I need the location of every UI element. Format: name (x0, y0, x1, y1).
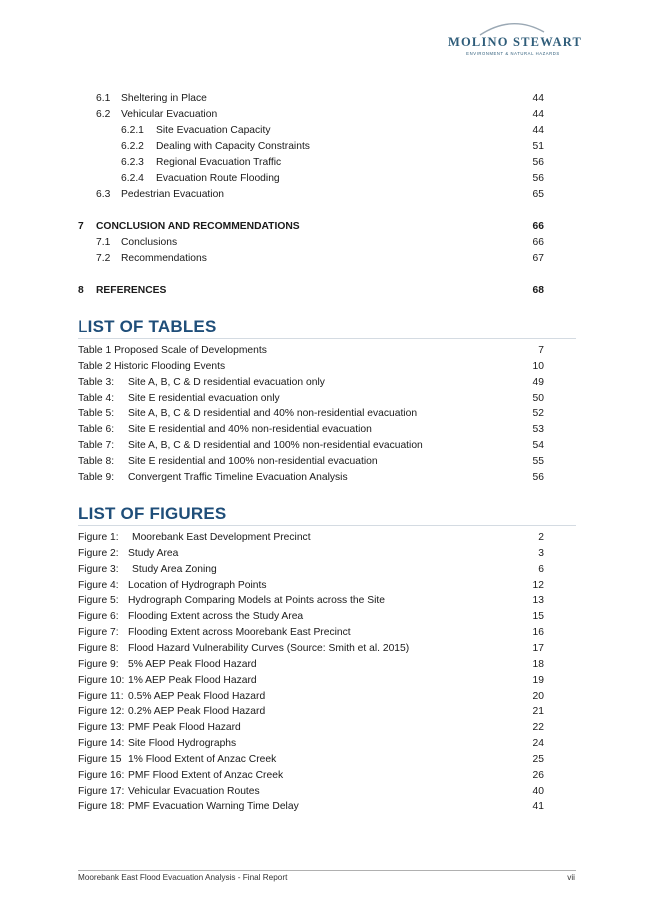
figure-entry-title: Hydrograph Comparing Models at Points across the Site (128, 595, 385, 607)
table-entry-label: Table 2 Historic Flooding Events (78, 360, 226, 372)
toc-entry[interactable] (0, 156, 653, 170)
figure-entry-title: 0.5% AEP Peak Flood Hazard (128, 690, 266, 702)
figure-entry[interactable] (78, 642, 544, 656)
figure-entry-label: Figure 18: (78, 801, 125, 813)
figure-entry[interactable] (78, 610, 544, 624)
figure-entry[interactable] (78, 579, 544, 593)
table-entry[interactable] (78, 455, 544, 469)
figure-entry-label: Figure 15 (78, 753, 122, 765)
figure-entry-label: Figure 3: (78, 563, 119, 575)
tables-heading-rule (78, 338, 576, 339)
table-entry-page: 53 (532, 424, 544, 436)
table-entry[interactable] (78, 439, 544, 453)
toc-entry-title: Recommendations (121, 253, 207, 264)
table-entry[interactable] (78, 423, 544, 437)
figure-entry-title: 0.2% AEP Peak Flood Hazard (128, 706, 266, 718)
toc-entry-number: 8 (78, 285, 84, 296)
table-entry-label: Table 5: (78, 408, 115, 420)
toc-entry-page: 66 (532, 237, 544, 248)
figure-entry-label: Figure 5: (78, 595, 119, 607)
table-entry[interactable] (78, 407, 544, 421)
figure-entry-page: 19 (532, 674, 544, 686)
figure-entry[interactable] (78, 626, 544, 640)
toc-entry-number: 7.1 (96, 237, 111, 248)
toc-entry-page: 44 (532, 125, 544, 136)
table-entry-label: Table 3: (78, 376, 115, 388)
table-entry-page: 49 (532, 376, 544, 388)
logo-name: MOLINO STEWART (448, 35, 583, 49)
figure-entry[interactable] (78, 769, 544, 783)
footer-rule (78, 870, 576, 871)
toc-entry-number: 7 (78, 221, 84, 232)
figure-entry-label: Figure 17: (78, 785, 125, 797)
figure-entry-label: Figure 4: (78, 579, 119, 591)
figure-entry[interactable] (78, 690, 544, 704)
footer-title: Moorebank East Flood Evacuation Analysis - Final Report (78, 873, 288, 882)
figure-entry[interactable] (78, 705, 544, 719)
figure-entry-label: Figure 16: (78, 769, 125, 781)
figure-entry-title: PMF Evacuation Warning Time Delay (128, 801, 299, 813)
toc-entry[interactable] (0, 92, 653, 106)
figure-entry-label: Figure 10: (78, 674, 125, 686)
list-of-tables-heading: LIST OF TABLES (78, 317, 217, 336)
toc-entry[interactable] (0, 236, 653, 250)
figure-entry-label: Figure 7: (78, 627, 119, 639)
table-entry-page: 56 (532, 471, 544, 483)
figure-entry-title: Flooding Extent across Moorebank East Precinct (128, 627, 351, 639)
toc-entry[interactable] (0, 284, 653, 298)
toc-entry[interactable] (0, 252, 653, 266)
table-entry-label: Table 7: (78, 440, 115, 452)
table-entry-page: 50 (532, 392, 544, 404)
table-entry[interactable] (78, 360, 544, 374)
figure-entry-page: 26 (532, 769, 544, 781)
toc-entry-number: 6.2 (96, 109, 111, 120)
toc-entry[interactable] (0, 188, 653, 202)
figure-entry[interactable] (78, 531, 544, 545)
figure-entry-page: 18 (532, 658, 544, 670)
toc-entry-title: Conclusions (121, 237, 178, 248)
toc-entry-number: 6.3 (96, 189, 111, 200)
toc-entry-page: 56 (532, 157, 544, 168)
footer-page-number: vii (567, 873, 575, 882)
figure-entry-title: 1% AEP Peak Flood Hazard (128, 674, 257, 686)
figure-entry-title: 1% Flood Extent of Anzac Creek (128, 753, 277, 765)
figure-entry-label: Figure 14: (78, 738, 125, 750)
figure-entry-page: 40 (532, 785, 544, 797)
table-entry[interactable] (78, 376, 544, 390)
figure-entry-label: Figure 11: (78, 690, 124, 702)
figure-entry-page: 6 (538, 563, 544, 575)
toc-entry[interactable] (0, 172, 653, 186)
figure-entry[interactable] (78, 737, 544, 751)
figure-entry-label: Figure 8: (78, 642, 119, 654)
figure-entry-title: Location of Hydrograph Points (128, 579, 267, 591)
logo-tagline: ENVIRONMENT & NATURAL HAZARDS (466, 51, 560, 56)
toc-entry-title: CONCLUSION AND RECOMMENDATIONS (96, 221, 300, 232)
toc-entry[interactable] (0, 220, 653, 234)
toc-entry-page: 56 (532, 173, 544, 184)
figure-entry-page: 24 (532, 738, 544, 750)
figure-entry-title: Flooding Extent across the Study Area (128, 611, 304, 623)
toc-entry-title: REFERENCES (96, 285, 167, 296)
toc-entry[interactable] (0, 124, 653, 138)
table-entry-title: Site E residential evacuation only (128, 392, 280, 404)
figure-entry-title: Vehicular Evacuation Routes (128, 785, 260, 797)
toc-entry-page: 44 (532, 109, 544, 120)
toc-entry[interactable] (0, 108, 653, 122)
figure-entry[interactable] (78, 721, 544, 735)
toc-entry-title: Regional Evacuation Traffic (156, 157, 282, 168)
toc-entry-page: 51 (532, 141, 544, 152)
table-entry-title: Site E residential and 40% non-residential evacuation (128, 424, 372, 436)
table-entry-page: 7 (538, 345, 544, 356)
figure-entry-page: 41 (532, 801, 544, 813)
figure-entry-page: 16 (532, 627, 544, 639)
figure-entry-title: Flood Hazard Vulnerability Curves (Source: Smith et al. 2015) (128, 642, 410, 654)
figure-entry-page: 20 (532, 690, 544, 702)
figure-entry[interactable] (78, 547, 544, 561)
table-entry-title: Site A, B, C & D residential and 100% non-residential evacuation (128, 440, 423, 452)
toc-entry-page: 68 (532, 285, 544, 296)
figure-entry-page: 2 (538, 532, 544, 543)
toc-entry-page: 44 (532, 93, 544, 104)
toc-entry-title: Dealing with Capacity Constraints (156, 141, 310, 152)
toc-entry-page: 66 (532, 221, 544, 232)
figure-entry-title: PMF Flood Extent of Anzac Creek (128, 769, 284, 781)
figure-entry-label: Figure 12: (78, 706, 125, 718)
figure-entry[interactable] (78, 753, 544, 767)
company-logo (448, 22, 583, 58)
figure-entry-title: Study Area Zoning (132, 563, 217, 575)
table-entry-page: 10 (532, 360, 544, 372)
figure-entry[interactable] (78, 674, 544, 688)
table-entry-page: 54 (532, 440, 544, 452)
toc-entry-page: 65 (532, 189, 544, 200)
table-entry-title: Site A, B, C & D residential and 40% non-residential evacuation (128, 408, 418, 420)
figure-entry-title: Site Flood Hydrographs (128, 738, 237, 750)
toc-entry-number: 6.2.2 (121, 141, 144, 152)
table-entry-page: 55 (532, 455, 544, 467)
figure-entry-page: 15 (532, 611, 544, 623)
figure-entry-page: 17 (532, 642, 544, 654)
table-entry-title: Site A, B, C & D residential evacuation only (128, 376, 325, 388)
toc-entry-title: Vehicular Evacuation (121, 109, 218, 120)
table-entry[interactable] (78, 471, 544, 485)
figure-entry-title: 5% AEP Peak Flood Hazard (128, 658, 257, 670)
logo-arc-icon (476, 20, 548, 36)
figure-entry-label: Figure 9: (78, 658, 119, 670)
toc-entry-title: Sheltering in Place (121, 93, 207, 104)
toc-entry-number: 6.2.3 (121, 157, 144, 168)
toc-entry-number: 6.2.4 (121, 173, 144, 184)
figure-entry-page: 21 (532, 706, 544, 718)
figure-entry-page: 22 (532, 722, 544, 734)
table-entry-label: Table 1 Proposed Scale of Developments (78, 345, 267, 356)
figure-entry-page: 12 (532, 579, 544, 591)
figure-entry-page: 13 (532, 595, 544, 607)
list-of-figures-heading: LIST OF FIGURES (78, 504, 227, 523)
table-entry[interactable] (78, 344, 544, 358)
table-entry-page: 52 (532, 408, 544, 420)
figure-entry-title: PMF Peak Flood Hazard (128, 722, 241, 734)
table-entry[interactable] (78, 392, 544, 406)
table-entry-label: Table 6: (78, 424, 115, 436)
figures-heading-rule (78, 525, 576, 526)
table-entry-label: Table 4: (78, 392, 115, 404)
toc-entry[interactable] (0, 140, 653, 154)
figure-entry-title: Study Area (128, 547, 179, 559)
table-entry-title: Site E residential and 100% non-residential evacuation (128, 455, 378, 467)
figure-entry-page: 25 (532, 753, 544, 765)
figure-entry-label: Figure 13: (78, 722, 125, 734)
table-entry-title: Convergent Traffic Timeline Evacuation Analysis (128, 471, 348, 483)
toc-entry-number: 7.2 (96, 253, 111, 264)
figure-entry-title: Moorebank East Development Precinct (132, 532, 311, 543)
figure-entry-page: 3 (538, 547, 544, 559)
figure-entry[interactable] (78, 594, 544, 608)
toc-entry-title: Site Evacuation Capacity (156, 125, 271, 136)
figure-entry[interactable] (78, 563, 544, 577)
figure-entry[interactable] (78, 800, 544, 814)
figure-entry[interactable] (78, 658, 544, 672)
toc-entry-title: Pedestrian Evacuation (121, 189, 225, 200)
table-entry-label: Table 9: (78, 471, 115, 483)
toc-entry-page: 67 (532, 253, 544, 264)
figure-entry[interactable] (78, 785, 544, 799)
toc-entry-number: 6.1 (96, 93, 111, 104)
table-entry-label: Table 8: (78, 455, 115, 467)
figure-entry-label: Figure 1: (78, 532, 119, 543)
figure-entry-label: Figure 6: (78, 611, 119, 623)
figure-entry-label: Figure 2: (78, 547, 119, 559)
toc-entry-title: Evacuation Route Flooding (156, 173, 280, 184)
toc-entry-number: 6.2.1 (121, 125, 144, 136)
